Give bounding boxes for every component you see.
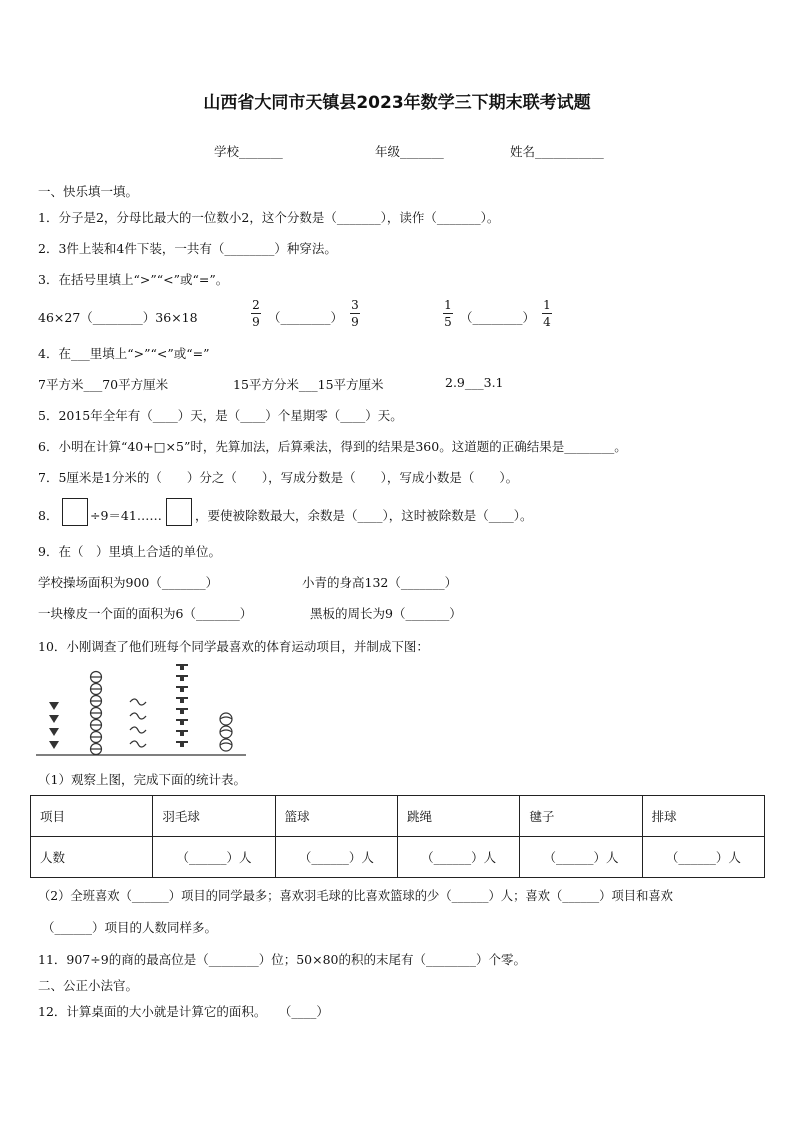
fraction-2-9	[251, 298, 261, 329]
table-cell: （______）人	[153, 837, 275, 878]
question-4-stem: 4．在___里填上“>”“<”或“=”	[38, 346, 210, 361]
school-field: 学校_______	[214, 144, 283, 159]
table-cell: 毽子	[520, 796, 642, 837]
section-1-heading: 一、快乐填一填。	[38, 184, 139, 199]
table-cell: （______）人	[642, 837, 764, 878]
denominator: 9	[351, 315, 359, 329]
table-cell: 项目	[31, 796, 153, 837]
question-4-part-b: 15平方分米___15平方厘米	[233, 377, 384, 392]
table-cell: 羽毛球	[153, 796, 275, 837]
fraction-1-5	[443, 298, 453, 329]
question-10-sub2-line1: （2）全班喜欢（______）项目的同学最多；喜欢羽毛球的比喜欢篮球的少（______）人；喜欢（______）项目和喜欢	[38, 889, 673, 903]
table-cell: （______）人	[397, 837, 519, 878]
question-9-stem: 9．在（ ）里填上合适的单位。	[38, 544, 221, 559]
question-9-part-d: 黑板的周长为9（_______）	[310, 606, 462, 621]
table-row	[31, 837, 765, 878]
numerator: 2	[252, 298, 260, 312]
question-10-sub1: （1）观察上图，完成下面的统计表。	[38, 772, 246, 787]
fraction-3-9	[350, 298, 360, 329]
question-5: 5．2015年全年有（____）天，是（____）个星期零（____）天。	[38, 408, 403, 423]
question-10-stem: 10．小刚调查了他们班每个同学最喜欢的体育运动项目，并制成下图：	[38, 639, 429, 654]
question-8-tail: ，要使被除数最大，余数是（____），这时被除数是（____）。	[195, 508, 533, 523]
exam-title: 山西省大同市天镇县2023年数学三下期末联考试题	[203, 93, 591, 113]
question-2: 2．3件上装和4件下装，一共有（________）种穿法。	[38, 241, 337, 256]
basketball-column	[91, 672, 102, 755]
table-cell: （______）人	[520, 837, 642, 878]
denominator: 9	[252, 315, 260, 329]
jianzi-column	[176, 664, 188, 747]
question-4-part-c: 2.9___3.1	[445, 375, 504, 390]
table-cell: （______）人	[275, 837, 397, 878]
dividend-box	[62, 498, 88, 526]
grade-field: 年级_______	[375, 144, 444, 159]
numerator: 1	[444, 298, 452, 312]
denominator: 4	[543, 315, 551, 329]
sports-pictograph	[36, 662, 246, 758]
table-cell: 篮球	[275, 796, 397, 837]
statistics-table	[30, 795, 765, 878]
denominator: 5	[444, 315, 452, 329]
question-3-stem: 3．在括号里填上“>”“<”或“=”。	[38, 272, 229, 287]
question-3-blank-b: （________）	[268, 310, 344, 325]
question-9-part-b: 小青的身高132（_______）	[302, 575, 458, 590]
fraction-1-4	[542, 298, 552, 329]
question-4-part-a: 7平方米___70平方厘米	[38, 377, 169, 392]
question-11: 11．907÷9的商的最高位是（________）位；50×80的积的末尾有（________）个零。	[38, 952, 526, 967]
badminton-column	[49, 702, 59, 749]
question-7: 7．5厘米是1分米的（ ）分之（ ），写成分数是（ ），写成小数是（ ）。	[38, 470, 519, 485]
numerator: 3	[351, 298, 359, 312]
volleyball-column	[220, 713, 232, 751]
question-3-blank-c: （________）	[460, 310, 536, 325]
name-field: 姓名___________	[510, 144, 604, 159]
table-cell: 排球	[642, 796, 764, 837]
question-1: 1．分子是2，分母比最大的一位数小2，这个分数是（_______），读作（_______）。	[38, 210, 500, 225]
jump-rope-column	[130, 699, 146, 747]
question-6: 6．小明在计算“40+□×5”时，先算加法，后算乘法，得到的结果是360。这道题的正确结果是________。	[38, 439, 627, 454]
section-2-heading: 二、公正小法官。	[38, 978, 139, 993]
question-9-part-a: 学校操场面积为900（_______）	[38, 575, 219, 590]
question-9-part-c: 一块橡皮一个面的面积为6（_______）	[38, 606, 253, 621]
question-8-expression: ÷9＝41……	[90, 508, 162, 523]
question-12: 12．计算桌面的大小就是计算它的面积。 （____）	[38, 1004, 329, 1019]
question-10-sub2-line2: （______）项目的人数同样多。	[42, 920, 218, 935]
table-header-row	[31, 796, 765, 837]
numerator: 1	[543, 298, 551, 312]
table-cell: 人数	[31, 837, 153, 878]
table-cell: 跳绳	[397, 796, 519, 837]
question-3-part-a: 46×27（________）36×18	[38, 310, 198, 325]
question-8-number: 8．	[38, 508, 59, 523]
remainder-box	[166, 498, 192, 526]
